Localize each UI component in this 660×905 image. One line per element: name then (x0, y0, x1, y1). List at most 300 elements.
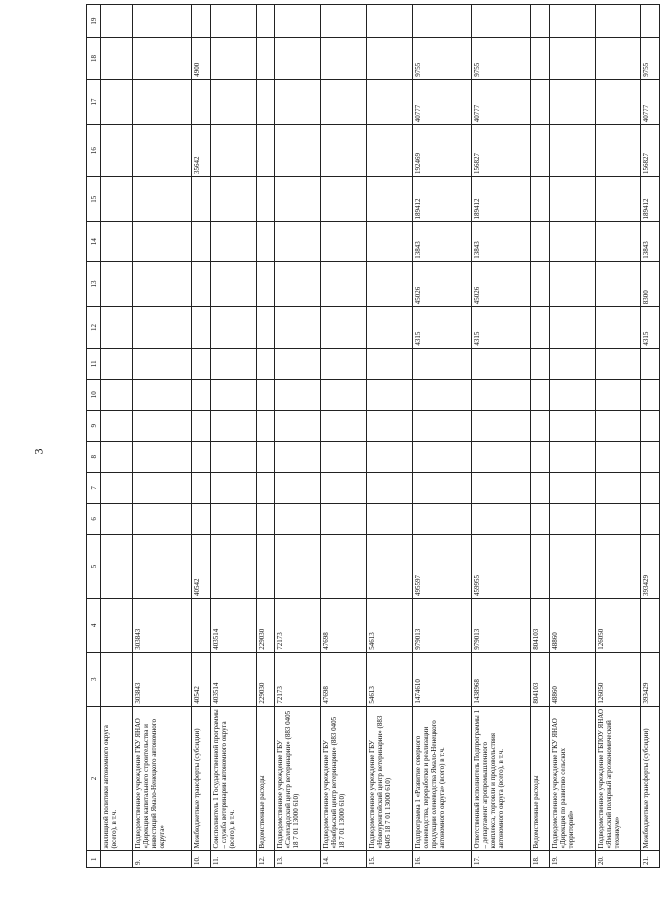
row-number-cell: 21. (641, 851, 660, 868)
value-cell (275, 261, 321, 307)
value-cell (101, 410, 133, 441)
value-cell (211, 441, 257, 472)
value-cell (275, 534, 321, 598)
value-cell (471, 472, 530, 503)
column-header: 6 (87, 503, 101, 534)
row-name-cell: Ведомственные расходы (531, 706, 550, 851)
value-cell (595, 176, 641, 222)
value-cell (321, 125, 367, 177)
column-header: 2 (87, 706, 101, 851)
value-cell: 459955 (471, 534, 530, 598)
row-number-cell: 11. (211, 851, 257, 868)
column-header: 9 (87, 410, 101, 441)
row-number-cell (101, 851, 133, 868)
column-header: 16 (87, 125, 101, 177)
table-row (595, 5, 641, 868)
row-name-cell: жилищной политики автономного округа (всего), в т.ч. (101, 706, 133, 851)
value-cell (366, 379, 412, 410)
value-cell (275, 503, 321, 534)
value-cell (595, 441, 641, 472)
value-cell (275, 79, 321, 125)
value-cell (366, 534, 412, 598)
value-cell (549, 79, 595, 125)
value-cell (101, 261, 133, 307)
table-row (471, 5, 530, 868)
value-cell: 8300 (641, 261, 660, 307)
value-cell (595, 379, 641, 410)
value-cell: 189412 (471, 176, 530, 222)
value-cell: 156827 (641, 125, 660, 177)
value-cell (133, 534, 192, 598)
table-row (321, 5, 367, 868)
value-cell (531, 261, 550, 307)
value-cell (531, 125, 550, 177)
value-cell (366, 472, 412, 503)
row-name-cell: Ведомственные расходы (256, 706, 275, 851)
value-cell (256, 472, 275, 503)
value-cell (412, 5, 471, 38)
value-cell (256, 222, 275, 261)
value-cell: 189412 (412, 176, 471, 222)
value-cell (211, 79, 257, 125)
value-cell (471, 441, 530, 472)
value-cell (101, 5, 133, 38)
value-cell (133, 38, 192, 79)
value-cell (366, 5, 412, 38)
value-cell (549, 441, 595, 472)
value-cell: 229030 (256, 652, 275, 706)
value-cell (471, 348, 530, 379)
value-cell (256, 307, 275, 348)
value-cell: 47698 (321, 599, 367, 653)
row-name-cell: Подведомственное учреждение ГБПОУ ЯНАО «Ямальский полярный агроэкономический техникум» (595, 706, 641, 851)
value-cell (275, 410, 321, 441)
row-number-cell: 17. (471, 851, 530, 868)
value-cell (412, 410, 471, 441)
value-cell: 13843 (641, 222, 660, 261)
value-cell (101, 307, 133, 348)
value-cell (412, 348, 471, 379)
value-cell (133, 125, 192, 177)
row-number-cell: 13. (275, 851, 321, 868)
value-cell: 9755 (641, 38, 660, 79)
value-cell (211, 534, 257, 598)
value-cell (321, 348, 367, 379)
value-cell (641, 5, 660, 38)
table-row (211, 5, 257, 868)
value-cell (101, 652, 133, 706)
value-cell (133, 503, 192, 534)
value-cell (549, 379, 595, 410)
value-cell: 4315 (471, 307, 530, 348)
value-cell (321, 410, 367, 441)
row-name-cell: Подведомственное учреждение ГБУ «Новоуренгойский центр ветеринарии» (883 0405 18 7 01 13000 610) (366, 706, 412, 851)
value-cell (412, 379, 471, 410)
value-cell (133, 472, 192, 503)
value-cell: 13843 (412, 222, 471, 261)
value-cell (192, 441, 211, 472)
value-cell (211, 307, 257, 348)
row-number-cell: 10. (192, 851, 211, 868)
value-cell (531, 503, 550, 534)
table-row (256, 5, 275, 868)
value-cell: 45026 (412, 261, 471, 307)
rotated-table-container (86, 4, 660, 868)
value-cell (366, 410, 412, 441)
value-cell: 13843 (471, 222, 530, 261)
value-cell (641, 348, 660, 379)
value-cell (192, 410, 211, 441)
value-cell (133, 261, 192, 307)
value-cell (101, 125, 133, 177)
row-name-cell: Подведомственное учреждение ГБУ «Ноябрьский центр ветеринарии» (883 0405 18 7 01 13000 610) (321, 706, 367, 851)
value-cell (549, 307, 595, 348)
value-cell (549, 261, 595, 307)
value-cell (641, 503, 660, 534)
table-row (133, 5, 192, 868)
value-cell: 40777 (412, 79, 471, 125)
value-cell (366, 79, 412, 125)
value-cell (595, 5, 641, 38)
value-cell (321, 79, 367, 125)
column-header: 4 (87, 599, 101, 653)
column-header: 12 (87, 307, 101, 348)
value-cell (101, 379, 133, 410)
row-name-cell: Подведомственное учреждение ГКУ ЯНАО «Дирекция капитального строительства и инвестиций Ямало-Ненецкого автономного округа» (133, 706, 192, 851)
value-cell: 72173 (275, 599, 321, 653)
value-cell (211, 472, 257, 503)
column-header: 14 (87, 222, 101, 261)
value-cell (549, 410, 595, 441)
value-cell (101, 176, 133, 222)
row-name-cell: Межбюджетные трансферты (субсидии) (641, 706, 660, 851)
value-cell (366, 38, 412, 79)
value-cell: 804103 (531, 599, 550, 653)
value-cell: 40777 (641, 79, 660, 125)
value-cell: 4900 (192, 38, 211, 79)
value-cell (366, 348, 412, 379)
value-cell (275, 307, 321, 348)
value-cell (275, 441, 321, 472)
value-cell (192, 379, 211, 410)
value-cell (471, 379, 530, 410)
table-row (366, 5, 412, 868)
value-cell (549, 222, 595, 261)
value-cell (412, 503, 471, 534)
value-cell (549, 5, 595, 38)
value-cell: 4315 (641, 307, 660, 348)
value-cell (133, 5, 192, 38)
value-cell (133, 441, 192, 472)
value-cell (211, 5, 257, 38)
value-cell (211, 176, 257, 222)
value-cell (256, 534, 275, 598)
value-cell (256, 176, 275, 222)
table-row (192, 5, 211, 868)
value-cell (192, 503, 211, 534)
table-row (412, 5, 471, 868)
value-cell (595, 534, 641, 598)
value-cell (321, 503, 367, 534)
value-cell (192, 307, 211, 348)
value-cell (275, 472, 321, 503)
value-cell (321, 5, 367, 38)
value-cell (275, 222, 321, 261)
row-name-cell: Соисполнитель 1 Государственной программы – служба ветеринарии автономного округа (всего), в т.ч. (211, 706, 257, 851)
value-cell (531, 348, 550, 379)
value-cell (531, 38, 550, 79)
value-cell (211, 379, 257, 410)
row-number-cell: 12. (256, 851, 275, 868)
value-cell (256, 503, 275, 534)
value-cell (366, 503, 412, 534)
value-cell (641, 410, 660, 441)
value-cell (133, 307, 192, 348)
table-row (275, 5, 321, 868)
value-cell: 35642 (192, 125, 211, 177)
column-header: 3 (87, 652, 101, 706)
value-cell: 47698 (321, 652, 367, 706)
column-header: 8 (87, 441, 101, 472)
value-cell (211, 503, 257, 534)
value-cell: 126050 (595, 599, 641, 653)
value-cell (101, 599, 133, 653)
value-cell (101, 348, 133, 379)
value-cell: 192469 (412, 125, 471, 177)
value-cell (256, 79, 275, 125)
column-header: 7 (87, 472, 101, 503)
column-header: 18 (87, 38, 101, 79)
value-cell (101, 534, 133, 598)
value-cell (256, 379, 275, 410)
value-cell (366, 261, 412, 307)
value-cell: 393429 (641, 534, 660, 598)
value-cell (531, 176, 550, 222)
value-cell (549, 348, 595, 379)
data-table (86, 4, 660, 868)
value-cell (192, 261, 211, 307)
value-cell (133, 379, 192, 410)
value-cell: 303843 (133, 599, 192, 653)
column-header: 17 (87, 79, 101, 125)
value-cell: 979013 (412, 599, 471, 653)
value-cell (256, 125, 275, 177)
value-cell: 40777 (471, 79, 530, 125)
value-cell: 393429 (641, 652, 660, 706)
value-cell (101, 222, 133, 261)
value-cell (321, 38, 367, 79)
value-cell (321, 307, 367, 348)
value-cell (641, 441, 660, 472)
value-cell (321, 222, 367, 261)
value-cell (275, 176, 321, 222)
value-cell (531, 441, 550, 472)
value-cell: 1474610 (412, 652, 471, 706)
value-cell (531, 5, 550, 38)
value-cell: 54613 (366, 599, 412, 653)
value-cell (531, 472, 550, 503)
value-cell (595, 472, 641, 503)
value-cell (471, 5, 530, 38)
value-cell (321, 534, 367, 598)
value-cell (549, 125, 595, 177)
value-cell (211, 125, 257, 177)
value-cell (133, 176, 192, 222)
value-cell (641, 472, 660, 503)
value-cell (595, 261, 641, 307)
table-row (101, 5, 133, 868)
value-cell (412, 441, 471, 472)
value-cell (549, 472, 595, 503)
header-row (87, 5, 101, 868)
value-cell (321, 261, 367, 307)
value-cell: 804103 (531, 652, 550, 706)
value-cell: 40542 (192, 652, 211, 706)
value-cell: 4315 (412, 307, 471, 348)
value-cell (101, 503, 133, 534)
value-cell (531, 79, 550, 125)
row-number-cell: 15. (366, 851, 412, 868)
value-cell (549, 534, 595, 598)
value-cell (275, 38, 321, 79)
value-cell (595, 307, 641, 348)
value-cell (275, 125, 321, 177)
value-cell (366, 222, 412, 261)
value-cell (192, 176, 211, 222)
value-cell: 1438968 (471, 652, 530, 706)
value-cell: 9755 (471, 38, 530, 79)
value-cell: 40542 (192, 534, 211, 598)
value-cell (595, 125, 641, 177)
value-cell (595, 38, 641, 79)
value-cell (256, 441, 275, 472)
value-cell (133, 410, 192, 441)
value-cell (256, 348, 275, 379)
row-number-cell: 14. (321, 851, 367, 868)
value-cell (531, 379, 550, 410)
column-header: 19 (87, 5, 101, 38)
value-cell: 303843 (133, 652, 192, 706)
value-cell (549, 176, 595, 222)
value-cell (192, 79, 211, 125)
value-cell (211, 261, 257, 307)
value-cell (256, 261, 275, 307)
value-cell (211, 348, 257, 379)
value-cell (321, 441, 367, 472)
value-cell (101, 441, 133, 472)
value-cell (595, 222, 641, 261)
value-cell (101, 472, 133, 503)
value-cell: 72173 (275, 652, 321, 706)
value-cell: 979013 (471, 599, 530, 653)
value-cell (211, 38, 257, 79)
value-cell (321, 379, 367, 410)
value-cell (531, 307, 550, 348)
value-cell (211, 410, 257, 441)
value-cell (275, 379, 321, 410)
table-row (641, 5, 660, 868)
value-cell (531, 534, 550, 598)
value-cell (595, 348, 641, 379)
value-cell (531, 410, 550, 441)
value-cell: 54613 (366, 652, 412, 706)
value-cell (275, 5, 321, 38)
value-cell: 189412 (641, 176, 660, 222)
row-name-cell: Подпрограмма 1 «Развитие северного оленеводства, переработки и реализации продукции оленеводства Ямало-Ненецкого автономного округа» (всего) в т.ч. (412, 706, 471, 851)
value-cell (531, 222, 550, 261)
value-cell: 403514 (211, 652, 257, 706)
row-number-cell: 9. (133, 851, 192, 868)
row-number-cell: 19. (549, 851, 595, 868)
value-cell (471, 410, 530, 441)
value-cell (192, 5, 211, 38)
value-cell: 229030 (256, 599, 275, 653)
value-cell (641, 599, 660, 653)
value-cell (133, 222, 192, 261)
value-cell: 156827 (471, 125, 530, 177)
value-cell (595, 410, 641, 441)
value-cell (192, 599, 211, 653)
value-cell (256, 38, 275, 79)
value-cell (595, 503, 641, 534)
value-cell: 403514 (211, 599, 257, 653)
row-name-cell: Подведомственное учреждение ГБУ «Салехардский центр ветеринарии» (883 0405 18 7 01 13000 610) (275, 706, 321, 851)
value-cell (192, 472, 211, 503)
value-cell (275, 348, 321, 379)
value-cell (412, 472, 471, 503)
column-header: 15 (87, 176, 101, 222)
value-cell (641, 379, 660, 410)
value-cell (549, 503, 595, 534)
value-cell (256, 410, 275, 441)
value-cell (366, 441, 412, 472)
row-number-cell: 20. (595, 851, 641, 868)
column-header: 1 (87, 851, 101, 868)
value-cell (192, 348, 211, 379)
column-header: 5 (87, 534, 101, 598)
value-cell (192, 222, 211, 261)
value-cell (101, 79, 133, 125)
value-cell: 495597 (412, 534, 471, 598)
column-header: 11 (87, 348, 101, 379)
value-cell (256, 5, 275, 38)
value-cell: 48860 (549, 599, 595, 653)
row-name-cell: Межбюджетные трансферты (субсидии) (192, 706, 211, 851)
value-cell (595, 79, 641, 125)
row-number-cell: 16. (412, 851, 471, 868)
value-cell (133, 348, 192, 379)
page-number: 3 (31, 448, 46, 455)
table-row (531, 5, 550, 868)
value-cell: 48860 (549, 652, 595, 706)
value-cell: 9755 (412, 38, 471, 79)
value-cell (471, 503, 530, 534)
value-cell: 45026 (471, 261, 530, 307)
value-cell (211, 222, 257, 261)
value-cell: 126050 (595, 652, 641, 706)
table-row (549, 5, 595, 868)
value-cell (321, 472, 367, 503)
column-header: 10 (87, 379, 101, 410)
value-cell (101, 38, 133, 79)
value-cell (321, 176, 367, 222)
value-cell (549, 38, 595, 79)
value-cell (366, 307, 412, 348)
value-cell (133, 79, 192, 125)
row-name-cell: Подведомственное учреждение ГКУ ЯНАО «Дирекция по развитию сельских территорий» (549, 706, 595, 851)
column-header: 13 (87, 261, 101, 307)
value-cell (366, 125, 412, 177)
